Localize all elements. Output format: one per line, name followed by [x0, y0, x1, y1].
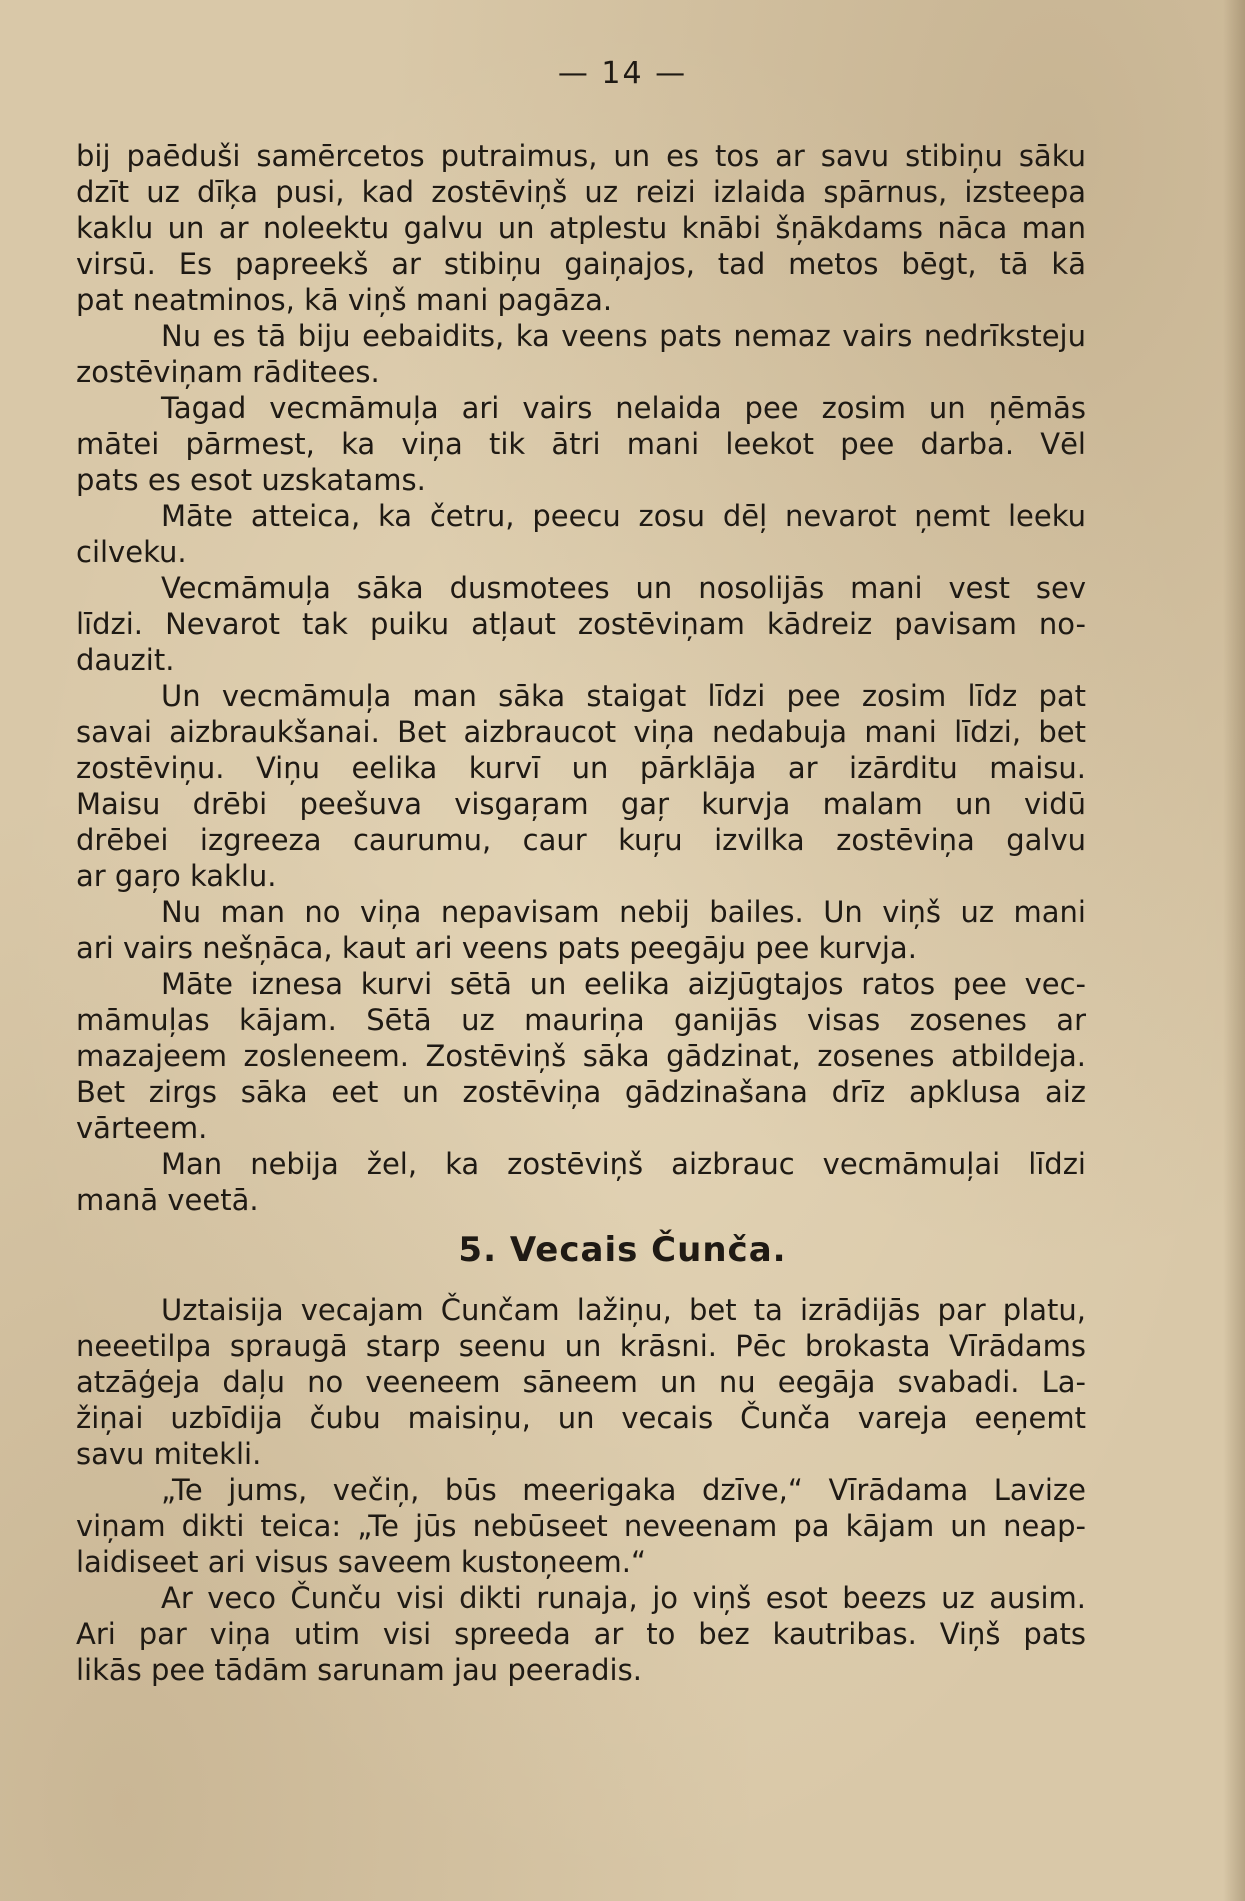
text-line: Vecmāmuļa sāka dusmotees un nosolijās mani vest sev: [161, 571, 1086, 605]
text-line: manā veetā.: [76, 1183, 259, 1217]
text-line: zostēviņu. Viņu eelika kurvī un pārklāja ar izārditu maisu.: [76, 751, 1086, 785]
text-line: Uztaisija vecajam Čunčam lažiņu, bet ta izrādijās par platu,: [161, 1293, 1086, 1327]
text-line: virsū. Es papreekš ar stibiņu gaiņajos, tad metos bēgt, tā kā: [76, 247, 1086, 281]
text-line: savai aizbraukšanai. Bet aizbraucot viņa nedabuja mani līdzi, bet: [76, 715, 1086, 749]
text-line: Māte atteica, ka četru, peecu zosu dēļ nevarot ņemt leeku: [161, 499, 1086, 533]
text-line: ari vairs nešņāca, kaut ari veens pats peegāju pee kurvja.: [76, 931, 917, 965]
text-line: neeetilpa spraugā starp seenu un krāsni. Pēc brokasta Vīrādams: [76, 1329, 1086, 1363]
text-line: pat neatminos, kā viņš mani pagāza.: [76, 283, 613, 317]
text-line: Ar veco Čunču visi dikti runaja, jo viņš esot beezs uz ausim.: [161, 1581, 1086, 1615]
text-line: bij paēduši samērcetos putraimus, un es tos ar savu stibiņu sāku: [76, 139, 1086, 173]
text-line: savu mitekli.: [76, 1437, 262, 1471]
section-heading: 5. Vecais Čunča.: [458, 1230, 787, 1270]
text-line: Man nebija žel, ka zostēviņš aizbrauc vecmāmuļai līdzi: [161, 1147, 1086, 1181]
text-line: zostēviņam rāditees.: [76, 355, 380, 389]
text-line: likās pee tādām sarunam jau peeradis.: [76, 1653, 642, 1687]
text-line: viņam dikti teica: „Te jūs nebūseet neveenam pa kājam un neap-: [76, 1509, 1086, 1543]
section-two-text: [76, 1292, 1086, 1688]
text-line: Tagad vecmāmuļa ari vairs nelaida pee zosim un ņēmās: [161, 391, 1086, 425]
text-line: līdzi. Nevarot tak puiku atļaut zostēviņam kādreiz pavisam no-: [76, 607, 1086, 641]
text-line: māmuļas kājam. Sētā uz mauriņa ganijās visas zosenes ar: [76, 1003, 1086, 1037]
text-line: Ari par viņa utim visi spreeda ar to bez kautribas. Viņš pats: [76, 1617, 1086, 1651]
text-line: Maisu drēbi peešuva visgaŗam gaŗ kurvja malam un vidū: [76, 787, 1086, 821]
text-line: laidiseet ari visus saveem kustoņeem.“: [76, 1545, 646, 1579]
text-line: mātei pārmest, ka viņa tik ātri mani leekot pee darba. Vēl: [76, 427, 1086, 461]
text-line: mazajeem zosleneem. Zostēviņš sāka gādzinat, zosenes atbildeja.: [76, 1039, 1086, 1073]
text-line: dzīt uz dīķa pusi, kad zostēviņš uz reizi izlaida spārnus, izsteepa: [76, 175, 1086, 209]
text-line: Bet zirgs sāka eet un zostēviņa gādzinašana drīz apklusa aiz: [76, 1075, 1086, 1109]
text-line: Nu es tā biju eebaidits, ka veens pats nemaz vairs nedrīksteju: [161, 319, 1086, 353]
text-line: kaklu un ar noleektu galvu un atplestu knābi šņākdams nāca man: [76, 211, 1086, 245]
section-one-text: [76, 138, 1086, 1218]
text-line: atzāģeja daļu no veeneem sāneem un nu eegāja svabadi. La-: [76, 1365, 1086, 1399]
text-line: pats es esot uzskatams.: [76, 463, 426, 497]
text-line: žiņai uzbīdija čubu maisiņu, un vecais Čunča vareja eeņemt: [76, 1401, 1086, 1435]
text-line: Māte iznesa kurvi sētā un eelika aizjūgtajos ratos pee vec-: [161, 967, 1086, 1001]
page-number: — 14 —: [557, 56, 688, 91]
text-line: dauzit.: [76, 643, 175, 677]
text-line: vārteem.: [76, 1111, 208, 1145]
text-line: drēbei izgreeza caurumu, caur kuŗu izvilka zostēviņa galvu: [76, 823, 1086, 857]
text-line: Nu man no viņa nepavisam nebij bailes. Un viņš uz mani: [161, 895, 1086, 929]
text-line: cilveku.: [76, 535, 187, 569]
text-line: „Te jums, večiņ, būs meerigaka dzīve,“ Vīrādama Lavize: [161, 1473, 1086, 1507]
text-line: ar gaŗo kaklu.: [76, 859, 277, 893]
page-edge-shadow: [1223, 0, 1245, 1901]
text-line: Un vecmāmuļa man sāka staigat līdzi pee zosim līdz pat: [161, 679, 1086, 713]
